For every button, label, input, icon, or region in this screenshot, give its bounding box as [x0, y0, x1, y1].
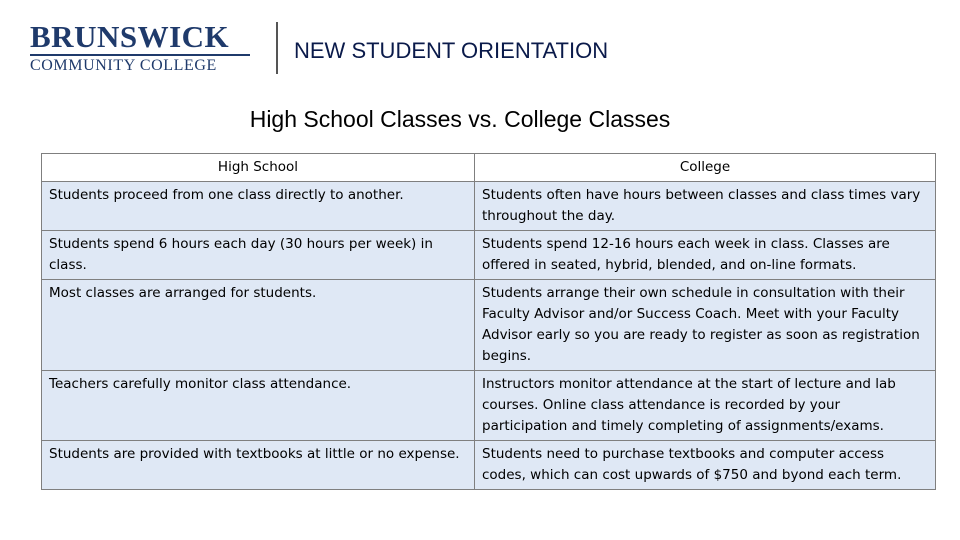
- column-header-college: College: [475, 154, 936, 182]
- cell-college: Students arrange their own schedule in consultation with their Faculty Advisor and/or Success Coach. Meet with your Faculty Advisor early so you are ready to register as soon as registration begins.: [475, 280, 936, 371]
- cell-high-school: Students spend 6 hours each day (30 hours per week) in class.: [42, 231, 475, 280]
- header-divider: [276, 22, 278, 74]
- header-title: NEW STUDENT ORIENTATION: [294, 38, 609, 63]
- table-row: [42, 231, 936, 280]
- comparison-table: [41, 153, 936, 490]
- cell-college: Students often have hours between classes and class times vary throughout the day.: [475, 182, 936, 231]
- table-row: [42, 441, 936, 490]
- cell-high-school: Teachers carefully monitor class attendance.: [42, 371, 475, 441]
- logo-wordmark: BRUNSWICK: [30, 19, 230, 54]
- logo-subtitle: COMMUNITY COLLEGE: [30, 57, 217, 74]
- column-header-high-school: High School: [42, 154, 475, 182]
- cell-college: Students need to purchase textbooks and computer access codes, which can cost upwards of $750 and byond each term.: [475, 441, 936, 490]
- cell-college: Students spend 12-16 hours each week in class. Classes are offered in seated, hybrid, blended, and on-line formats.: [475, 231, 936, 280]
- table-row: [42, 371, 936, 441]
- cell-high-school: Most classes are arranged for students.: [42, 280, 475, 371]
- table-header-row: [42, 154, 936, 182]
- cell-high-school: Students proceed from one class directly to another.: [42, 182, 475, 231]
- table-row: [42, 280, 936, 371]
- cell-college: Instructors monitor attendance at the start of lecture and lab courses. Online class attendance is recorded by your participation and timely completing of assignments/exams.: [475, 371, 936, 441]
- college-logo: [30, 19, 252, 75]
- logo-rule: [30, 54, 250, 56]
- table-row: [42, 182, 936, 231]
- slide-title: High School Classes vs. College Classes: [249, 106, 671, 132]
- cell-high-school: Students are provided with textbooks at little or no expense.: [42, 441, 475, 490]
